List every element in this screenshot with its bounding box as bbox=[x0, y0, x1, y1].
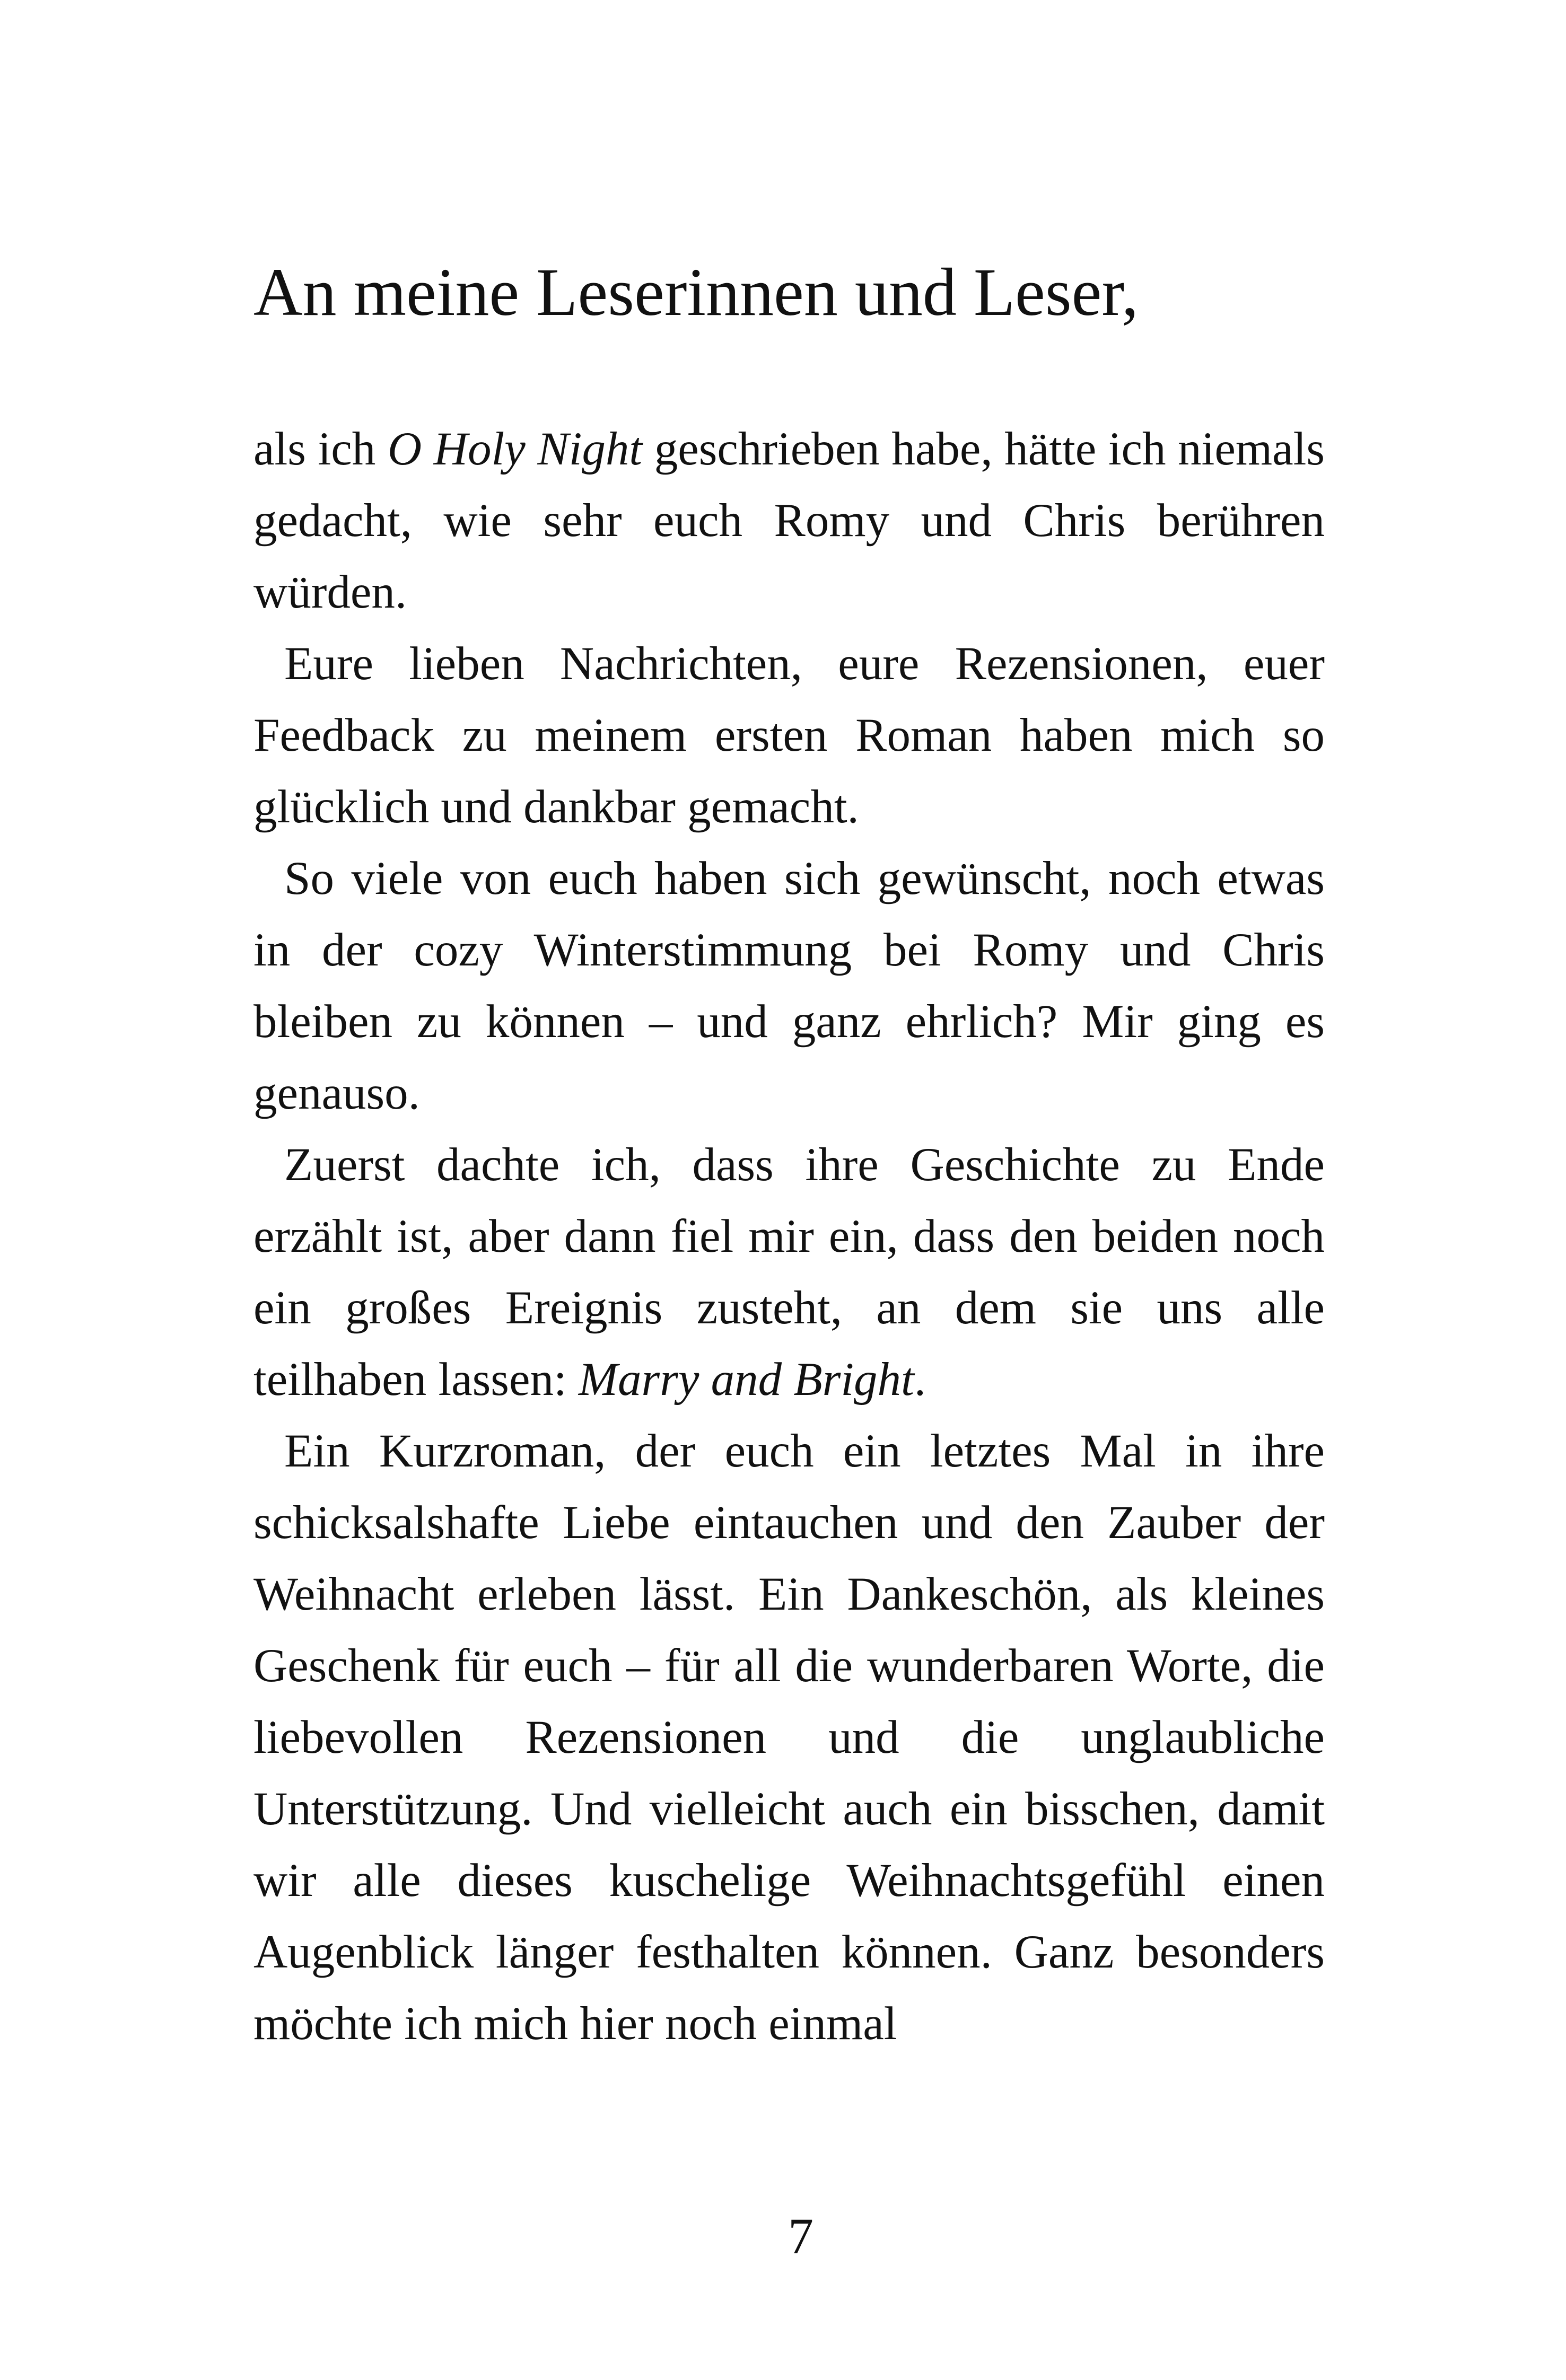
paragraph-1-before: als ich bbox=[253, 423, 388, 475]
page-number: 7 bbox=[788, 2208, 813, 2264]
paragraph-1 bbox=[253, 414, 1325, 628]
book-title-marry-and-bright: Marry and Bright bbox=[578, 1354, 914, 1406]
book-title-o-holy-night: O Holy Night bbox=[387, 423, 643, 475]
letter-heading: An meine Leserinnen und Leser, bbox=[253, 254, 1139, 330]
letter-body bbox=[253, 414, 1325, 2060]
paragraph-2: Eure lieben Nachrichten, eure Rezensionen, euer Feedback zu meinem ersten Roman haben mich so glücklich und dankbar gemacht. bbox=[253, 638, 1325, 833]
paragraph-4 bbox=[253, 1129, 1325, 1416]
paragraph-4-before: Zuerst dachte ich, dass ihre Geschichte zu Ende erzählt ist, aber dann fiel mir ein, dass den beiden noch ein großes Ereignis zusteht, an dem sie uns alle teilhaben lassen: bbox=[253, 1139, 1325, 1406]
paragraph-4-after: . bbox=[914, 1354, 926, 1406]
paragraph-5: Ein Kurzroman, der euch ein letztes Mal in ihre schicksalshafte Liebe eintauchen und den Zauber der Weihnacht erleben lässt. Ein Dankeschön, als kleines Geschenk für euch – für all die wunderbaren Worte, die liebevollen Rezensionen und die unglaubliche Unterstützung. Und vielleicht auch ein bisschen, damit wir alle dieses kuschelige Weihnachtsgefühl einen Augenblick länger festhalten können. Ganz besonders möchte ich mich hier noch einmal bbox=[253, 1425, 1325, 2050]
paragraph-3: So viele von euch haben sich gewünscht, noch etwas in der cozy Winterstimmung bei Romy und Chris bleiben zu können – und ganz ehrlich? Mir ging es genauso. bbox=[253, 853, 1325, 1119]
paragraph-1-after: geschrieben habe, hätte ich niemals gedacht, wie sehr euch Romy und Chris berühren würden. bbox=[253, 423, 1325, 618]
